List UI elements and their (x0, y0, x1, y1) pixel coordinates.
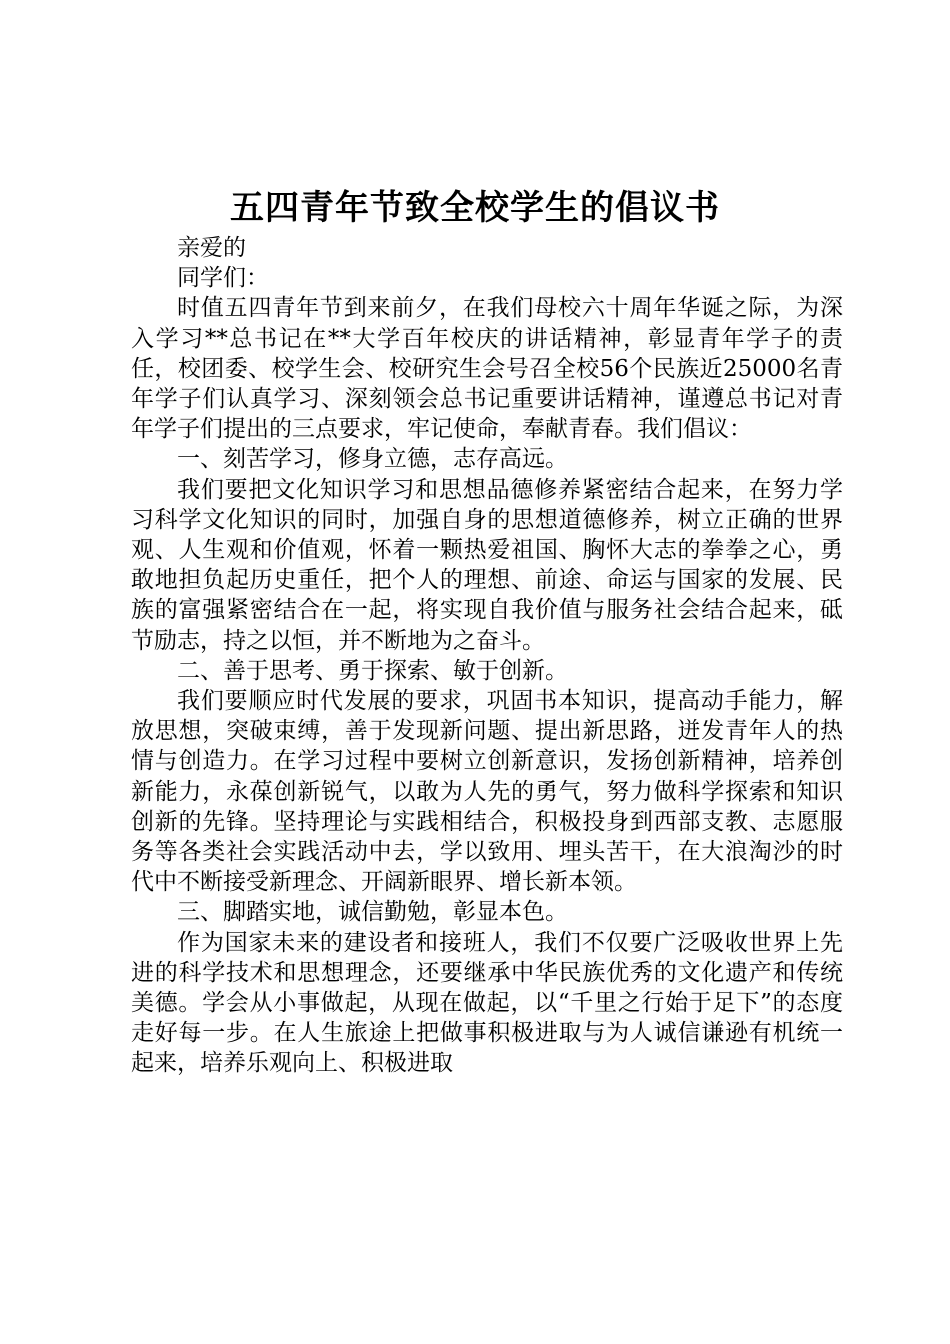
section-heading-3: 三、脚踏实地，诚信勤勉，彰显本色。 (177, 899, 568, 926)
intro-paragraph: 时值五四青年节到来前夕，在我们母校六十周年华诞之际，为深入学习**总书记在**大学百年校庆的讲话精神，彰显青年学子的责任，校团委、校学生会、校研究生会号召全校56个民族近25000名青年学子们认真学习、深刻领会总书记重要讲话精神，谨遵总书记对青年学子们提出的三点要求，牢记使命，奉献青春。我们倡议： (131, 295, 843, 443)
salutation-line-1: 亲爱的 (177, 235, 246, 261)
salutation-line-2: 同学们： (177, 265, 269, 292)
section-paragraph-1: 我们要把文化知识学习和思想品德修养紧密结合起来，在努力学习科学文化知识的同时，加强自身的思想道德修养，树立正确的世界观、人生观和价值观，怀着一颗热爱祖国、胸怀大志的拳拳之心，勇敢地担负起历史重任，把个人的理想、前途、命运与国家的发展、民族的富强紧密结合在一起，将实现自我价值与服务社会结合起来，砥节励志，持之以恒，并不断地为之奋斗。 (131, 476, 843, 654)
section-heading-1: 一、刻苦学习，修身立德，志存高远。 (177, 446, 568, 473)
document-title: 五四青年节致全校学生的倡议书 (230, 188, 720, 228)
section-paragraph-2: 我们要顺应时代发展的要求，巩固书本知识，提高动手能力，解放思想，突破束缚，善于发现新问题、提出新思路，迸发青年人的热情与创造力。在学习过程中要树立创新意识，发扬创新精神，培养创新能力，永葆创新锐气，以敢为人先的勇气，努力做科学探索和知识创新的先锋。坚持理论与实践相结合，积极投身到西部支教、志愿服务等各类社会实践活动中去，学以致用、埋头苦干，在大浪淘沙的时代中不断接受新理念、开阔新眼界、增长新本领。 (131, 688, 843, 896)
document-body (131, 233, 843, 1079)
section-heading-2: 二、善于思考、勇于探索、敏于创新。 (177, 657, 568, 684)
section-paragraph-3: 作为国家未来的建设者和接班人，我们不仅要广泛吸收世界上先进的科学技术和思想理念，还要继承中华民族优秀的文化遗产和传统美德。学会从小事做起，从现在做起，以“千里之行始于足下”的态度走好每一步。在人生旅途上把做事积极进取与为人诚信谦逊有机统一起来，培养乐观向上、积极进取 (131, 929, 843, 1077)
